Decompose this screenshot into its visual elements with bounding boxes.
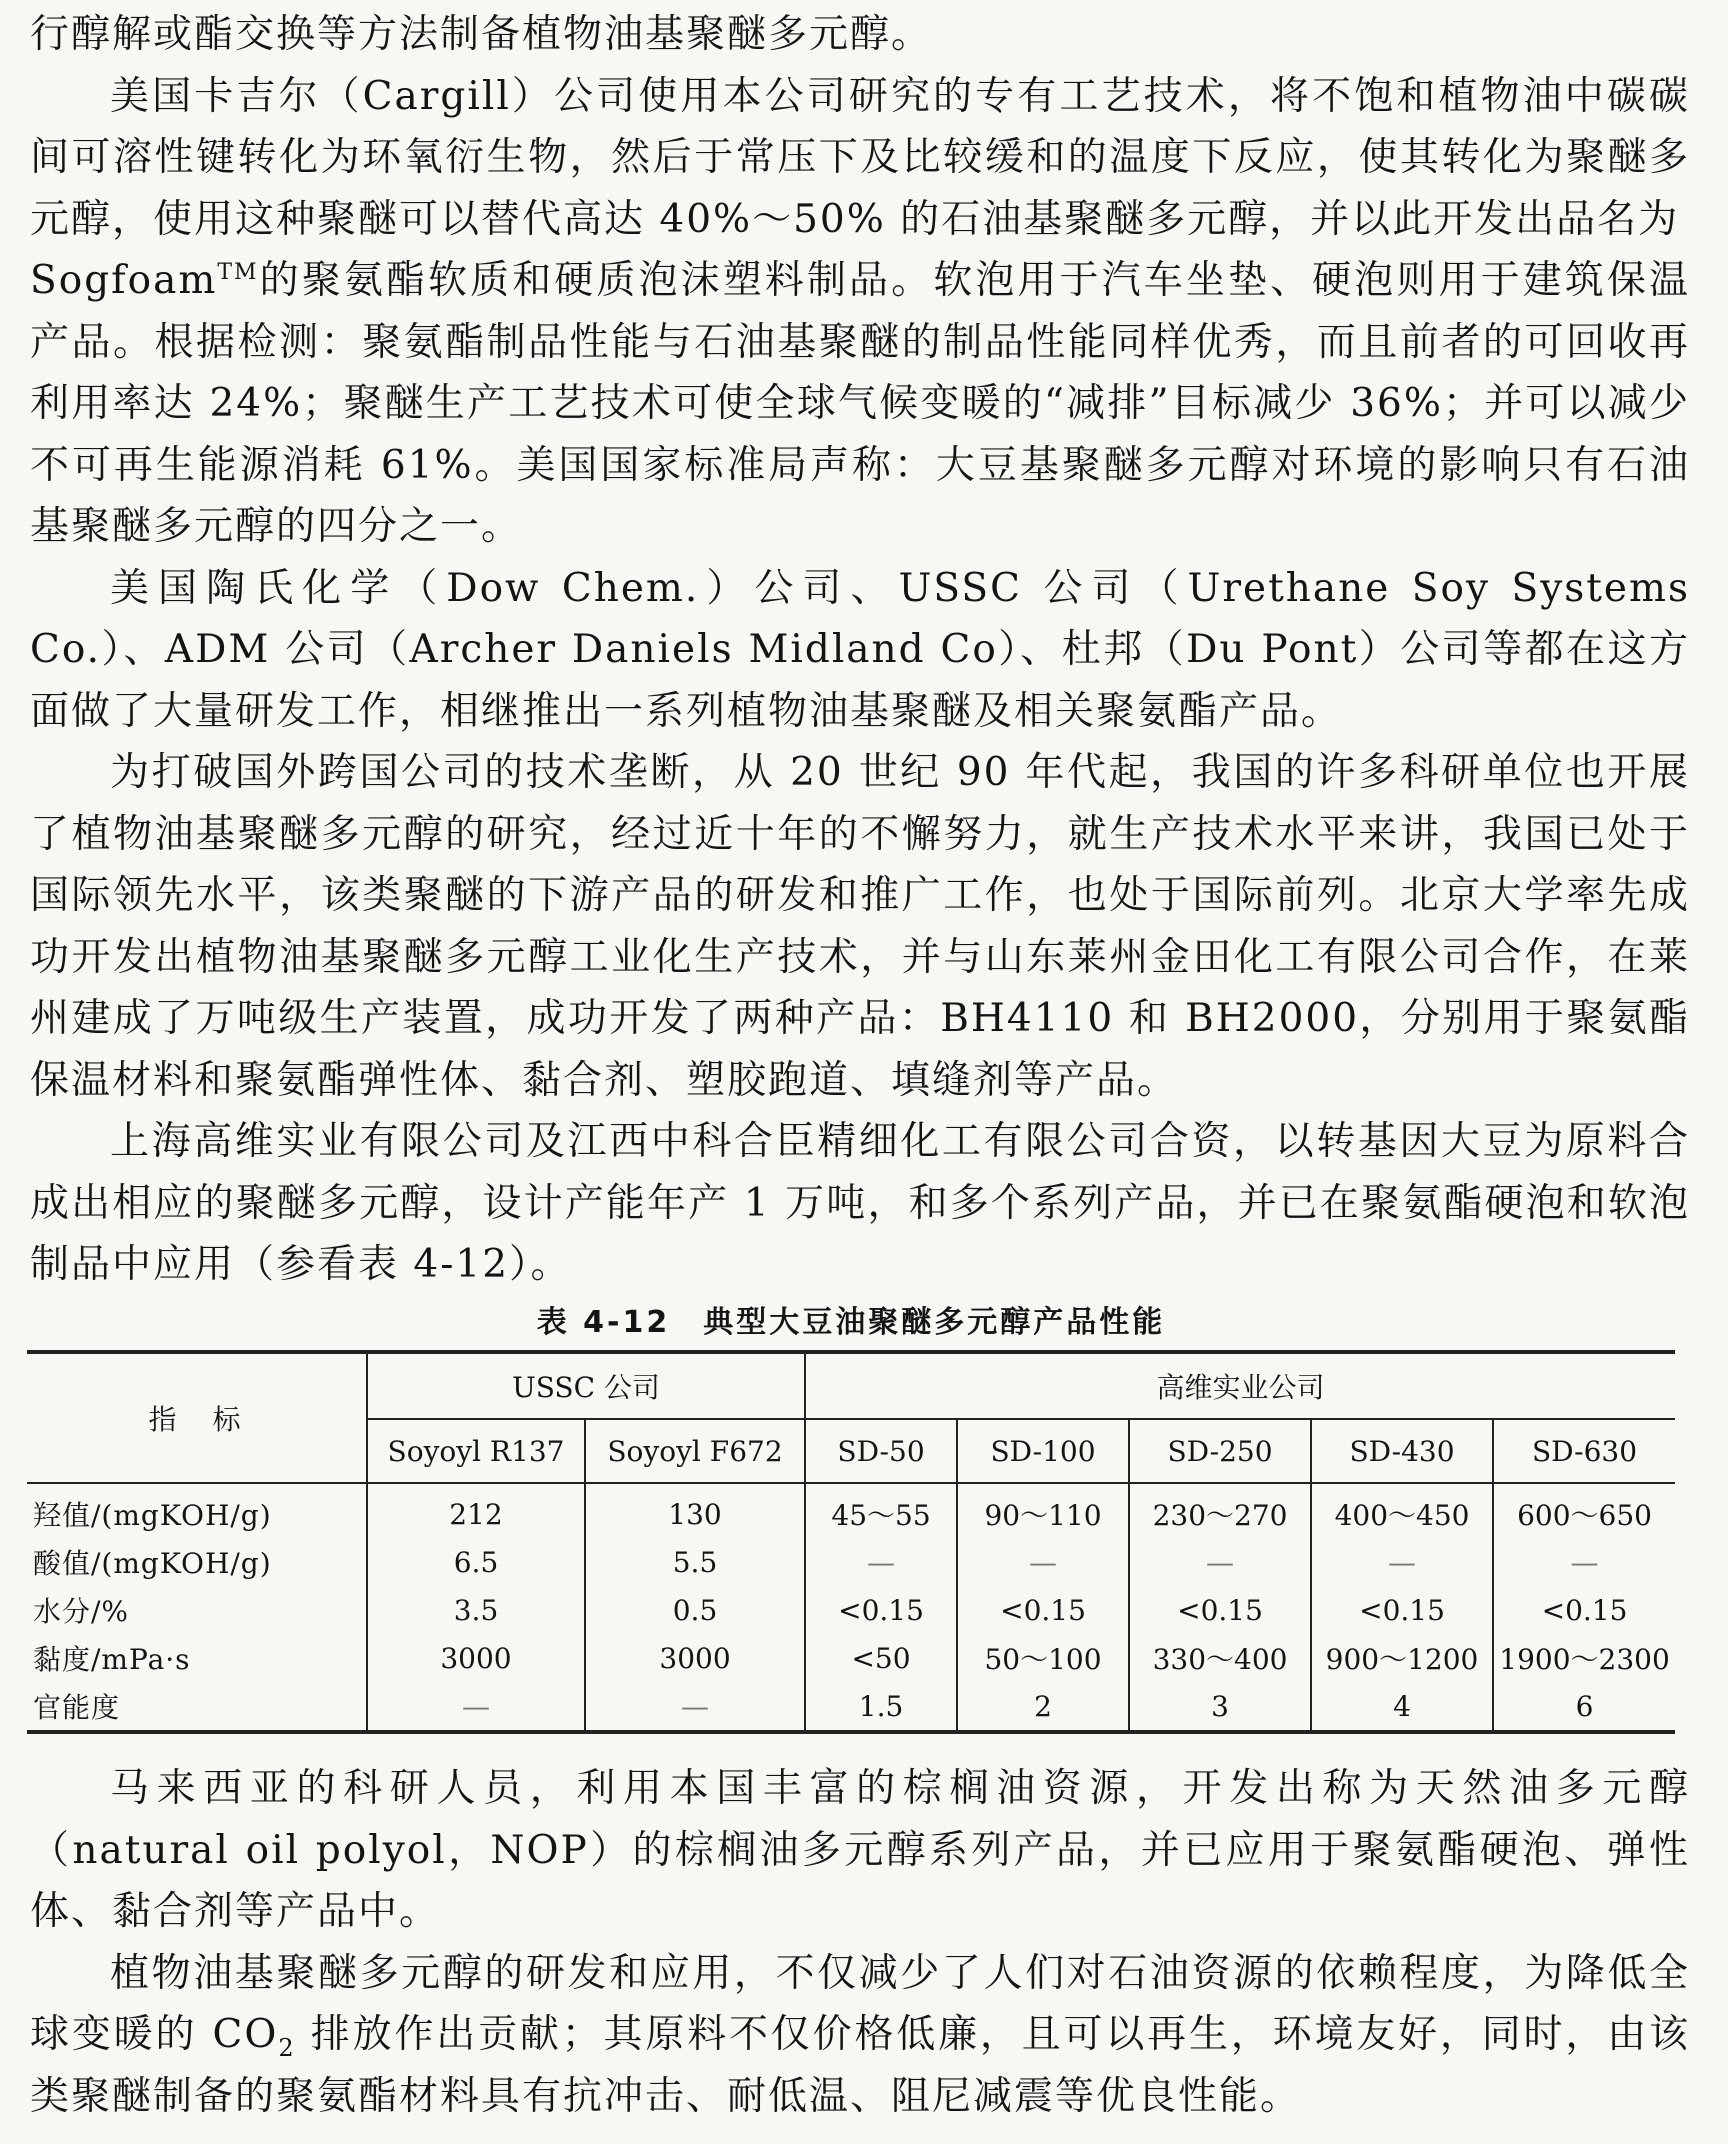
table-cell: <50	[805, 1634, 957, 1682]
table-cell: 900～1200	[1311, 1634, 1493, 1682]
table-cell: 212	[367, 1483, 585, 1538]
table-cell: <0.15	[805, 1586, 957, 1634]
paragraph-text: 美国卡吉尔（Cargill）公司使用本公司研究的专有工艺技术，将不饱和植物油中碳碳间可溶性键转化为环氧衍生物，然后于常压下及比较缓和的温度下反应，使其转化为聚醚多元醇，使用这种聚醚可以替代高达 40%～50% 的石油基聚醚多元醇，并以此开发出品名为	[30, 73, 1690, 242]
row-label: 黏度/mPa·s	[33, 1643, 191, 1676]
table-cell: 1900～2300	[1493, 1634, 1675, 1682]
paragraph: 行醇解或酯交换等方法制备植物油基聚醚多元醇。	[30, 12, 933, 57]
properties-table	[27, 1350, 1675, 1734]
product-header: SD-630	[1493, 1419, 1675, 1483]
table-row	[27, 1682, 1675, 1732]
paragraph: 上海高维实业有限公司及江西中科合臣精细化工有限公司合资，以转基因大豆为原料合成出相应的聚醚多元醇，设计产能年产 1 万吨，和多个系列产品，并已在聚氨酯硬泡和软泡制品中应用（参看表 4-12）。	[30, 1119, 1690, 1287]
paragraph: 美国陶氏化学（Dow Chem.）公司、USSC 公司（Urethane Soy Systems Co.）、ADM 公司（Archer Daniels Midland Co）、杜邦（Du Pont）公司等都在这方面做了大量研发工作，相继推出一系列植物油基聚醚及相关聚氨酯产品。	[30, 565, 1690, 734]
paragraph-cargill	[30, 66, 1690, 558]
page-body	[30, 4, 1690, 1296]
table-cell: <0.15	[1311, 1586, 1493, 1634]
product-header: SD-50	[805, 1419, 957, 1483]
table-row	[27, 1483, 1675, 1538]
table-cell: 1.5	[805, 1682, 957, 1732]
table-cell: 45～55	[805, 1483, 957, 1538]
table-cell: 5.5	[585, 1538, 805, 1586]
table-cell: 50～100	[957, 1634, 1129, 1682]
product-header: SD-100	[957, 1419, 1129, 1483]
table-cell: 4	[1311, 1682, 1493, 1732]
table-cell: <0.15	[1129, 1586, 1311, 1634]
table-cell: 600～650	[1493, 1483, 1675, 1538]
table-caption: 表 4-12 典型大豆油聚醚多元醇产品性能	[536, 1305, 1166, 1340]
paragraph-text: 植物油基聚醚多元醇的研发和应用，不仅减少了人们对石油资源的依赖程度，为降低全球变暖的 CO	[30, 1950, 1690, 2057]
table-cell: 3000	[585, 1634, 805, 1682]
table-cell: 3000	[367, 1634, 585, 1682]
table-cell: 2	[957, 1682, 1129, 1732]
product-header: SD-430	[1311, 1419, 1493, 1483]
table-cell: 6	[1493, 1682, 1675, 1732]
group-header-gaowei: 高维实业公司	[805, 1352, 1675, 1419]
page-body-bottom	[30, 1758, 1690, 2127]
table-cell: —	[1493, 1538, 1675, 1586]
row-label: 水分/%	[33, 1595, 130, 1628]
paragraph: 马来西亚的科研人员，利用本国丰富的棕榈油资源，开发出称为天然油多元醇（natural oil polyol，NOP）的棕榈油多元醇系列产品，并已应用于聚氨酯硬泡、弹性体、黏合剂等产品中。	[30, 1766, 1690, 1934]
product-header: Soyoyl F672	[585, 1419, 805, 1483]
row-label: 酸值/(mgKOH/g)	[33, 1547, 272, 1580]
table-4-12	[27, 1296, 1675, 1734]
table-row	[27, 1538, 1675, 1586]
subscript-2: 2	[278, 2033, 296, 2062]
paragraph-co2	[30, 1943, 1690, 2128]
paragraph: 为打破国外跨国公司的技术垄断，从 20 世纪 90 年代起，我国的许多科研单位也开展了植物油基聚醚多元醇的研究，经过近十年的不懈努力，就生产技术水平来讲，我国已处于国际领先水平，该类聚醚的下游产品的研发和推广工作，也处于国际前列。北京大学率先成功开发出植物油基聚醚多元醇工业化生产技术，并与山东莱州金田化工有限公司合作，在莱州建成了万吨级生产装置，成功开发了两种产品：BH4110 和 BH2000，分别用于聚氨酯保温材料和聚氨酯弹性体、黏合剂、塑胶跑道、填缝剂等产品。	[30, 750, 1690, 1103]
table-cell: 3	[1129, 1682, 1311, 1732]
table-cell: —	[1311, 1538, 1493, 1586]
group-header-ussc: USSC 公司	[367, 1352, 805, 1419]
brand-name: Sogfoam	[30, 258, 218, 303]
row-label: 官能度	[33, 1691, 121, 1724]
row-label: 羟值/(mgKOH/g)	[33, 1499, 272, 1532]
paragraph-text: 排放作出贡献；其原料不仅价格低廉，且可以再生，环境友好，同时，由该类聚醚制备的聚氨酯材料具有抗冲击、耐低温、阻尼减震等优良性能。	[30, 2012, 1690, 2119]
table-cell: —	[585, 1682, 805, 1732]
table-cell: —	[957, 1538, 1129, 1586]
table-cell: 400～450	[1311, 1483, 1493, 1538]
table-cell: 90～110	[957, 1483, 1129, 1538]
table-cell: 230～270	[1129, 1483, 1311, 1538]
paragraph-text: 的聚氨酯软质和硬质泡沫塑料制品。软泡用于汽车坐垫、硬泡则用于建筑保温产品。根据检测：聚氨酯制品性能与石油基聚醚的制品性能同样优秀，而且前者的可回收再利用率达 24%；聚醚生产工艺技术可使全球气候变暖的“减排”目标减少 36%；并可以减少不可再生能源消耗 61%。美国国家标准局声称：大豆基聚醚多元醇对环境的影响只有石油基聚醚多元醇的四分之一。	[30, 258, 1690, 549]
table-cell: 0.5	[585, 1586, 805, 1634]
product-header: Soyoyl R137	[367, 1419, 585, 1483]
table-row	[27, 1634, 1675, 1682]
trademark-mark: TM	[217, 260, 259, 285]
table-cell: —	[805, 1538, 957, 1586]
product-header: SD-250	[1129, 1419, 1311, 1483]
table-cell: 3.5	[367, 1586, 585, 1634]
table-cell: —	[367, 1682, 585, 1732]
table-cell: <0.15	[1493, 1586, 1675, 1634]
table-cell: 130	[585, 1483, 805, 1538]
table-cell: 330～400	[1129, 1634, 1311, 1682]
indicator-header: 指 标	[27, 1352, 367, 1483]
table-cell: —	[1129, 1538, 1311, 1586]
table-cell: 6.5	[367, 1538, 585, 1586]
table-row	[27, 1586, 1675, 1634]
table-cell: <0.15	[957, 1586, 1129, 1634]
